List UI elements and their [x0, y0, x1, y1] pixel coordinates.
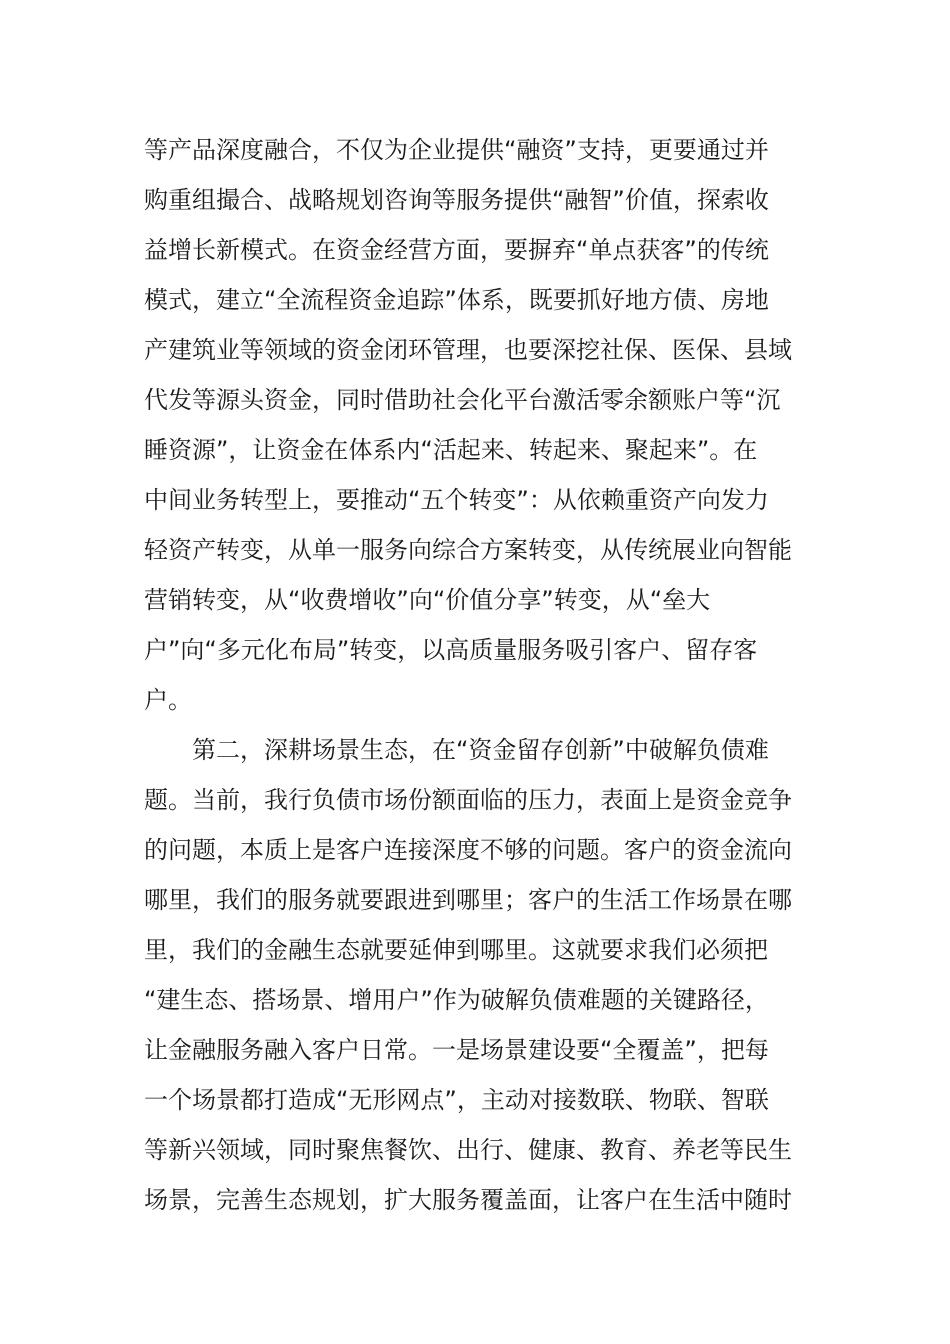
text-line: 睡资源”，让资金在体系内“活起来、转起来、聚起来”。在	[144, 436, 758, 464]
text-line: 等产品深度融合，不仅为企业提供“融资”支持，更要通过并	[144, 136, 769, 164]
text-line: 场景，完善生态规划，扩大服务覆盖面，让客户在生活中随时	[144, 1186, 792, 1214]
text-line: 一个场景都打造成“无形网点”，主动对接数联、物联、智联	[144, 1086, 769, 1114]
text-line: 哪里，我们的服务就要跟进到哪里；客户的生活工作场景在哪	[144, 886, 792, 914]
text-line: 产建筑业等领域的资金闭环管理，也要深挖社保、医保、县域	[144, 336, 792, 364]
text-line: 代发等源头资金，同时借助社会化平台激活零余额账户等“沉	[144, 386, 781, 414]
text-line: 模式，建立“全流程资金追踪”体系，既要抓好地方债、房地	[144, 286, 769, 314]
paragraph-first-line: 第二，深耕场景生态，在“资金留存创新”中破解负债难	[192, 736, 769, 764]
text-line: 户”向“多元化布局”转变，以高质量服务吸引客户、留存客	[144, 636, 758, 664]
text-line: 的问题，本质上是客户连接深度不够的问题。客户的资金流向	[144, 836, 792, 864]
text-line: “建生态、搭场景、增用户”作为破解负债难题的关键路径，	[144, 986, 769, 1014]
text-line: 购重组撮合、战略规划咨询等服务提供“融智”价值，探索收	[144, 186, 769, 214]
text-line: 营销转变，从“收费增收”向“价值分享”转变，从“垒大	[144, 586, 711, 614]
text-line: 题。当前，我行负债市场份额面临的压力，表面上是资金竞争	[144, 786, 792, 814]
text-line: 让金融服务融入客户日常。一是场景建设要“全覆盖”，把每	[144, 1036, 769, 1064]
text-line: 等新兴领域，同时聚焦餐饮、出行、健康、教育、养老等民生	[144, 1136, 792, 1164]
text-line: 益增长新模式。在资金经营方面，要摒弃“单点获客”的传统	[144, 236, 769, 264]
text-line: 户。	[144, 686, 192, 714]
text-line: 轻资产转变，从单一服务向综合方案转变，从传统展业向智能	[144, 536, 792, 564]
text-line: 中间业务转型上，要推动“五个转变”：从依赖重资产向发力	[144, 486, 769, 514]
text-line: 里，我们的金融生态就要延伸到哪里。这就要求我们必须把	[144, 936, 768, 964]
